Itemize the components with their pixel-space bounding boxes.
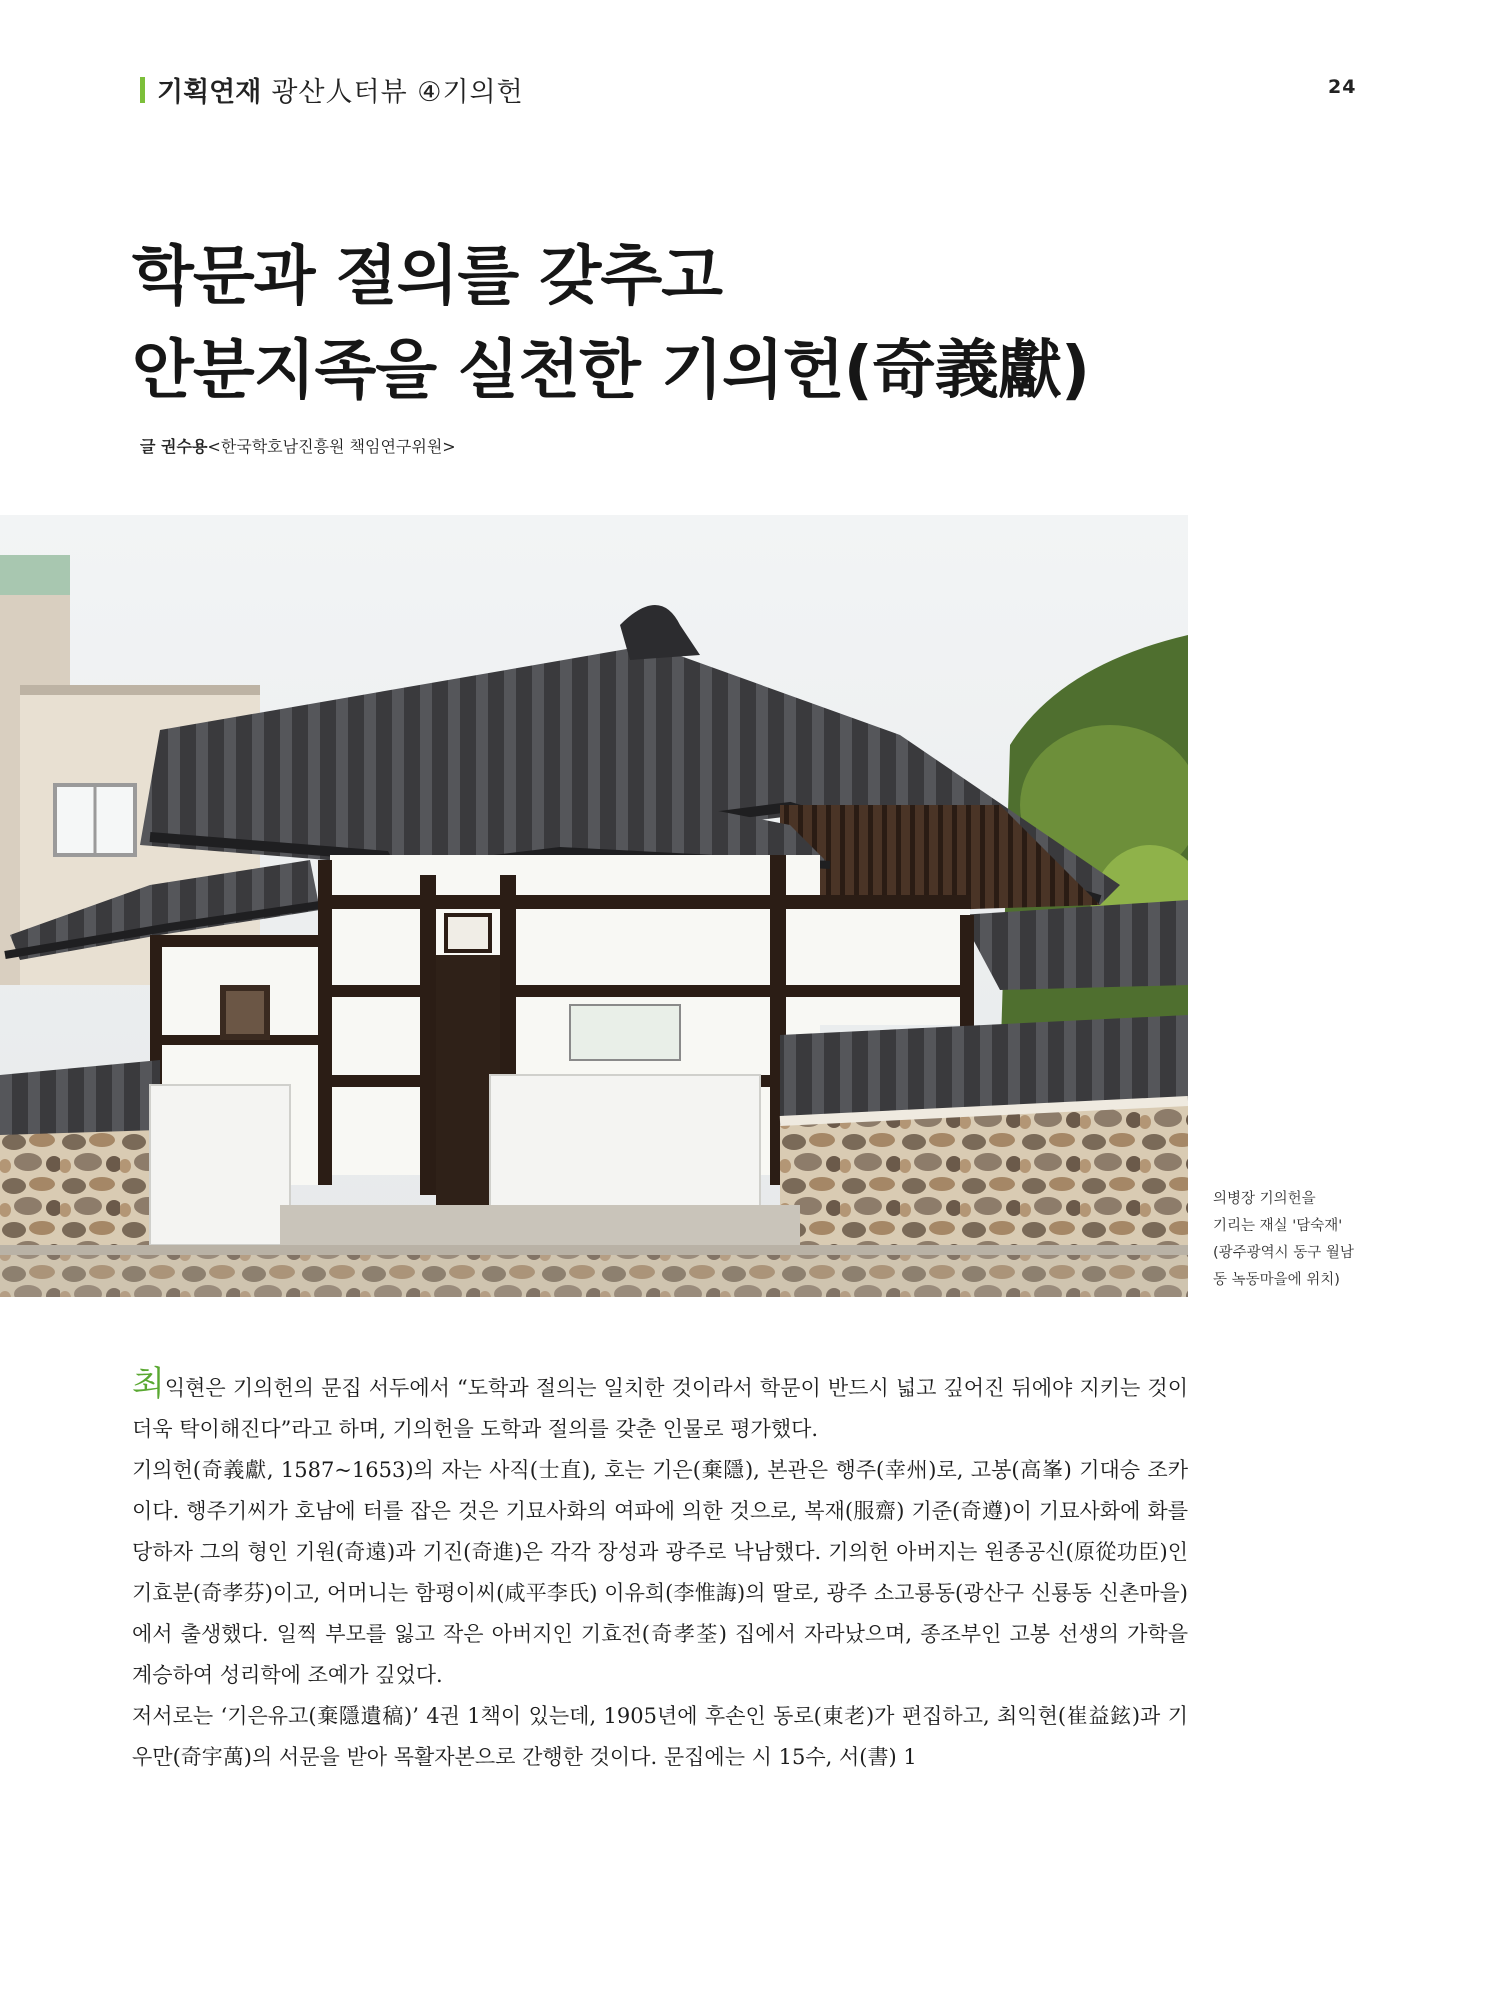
drop-cap: 최 [132, 1364, 165, 1404]
hanok-shrine-illustration [0, 515, 1188, 1297]
article-title [132, 230, 1089, 418]
page-number: 24 [1328, 76, 1357, 98]
running-header [140, 70, 524, 109]
body-paragraph-2: 기의헌(奇義獻, 1587~1653)의 자는 사직(士直), 호는 기은(棄隱), 본관은 행주(幸州)로, 고봉(高峯) 기대승 조카이다. 행주기씨가 호남에 터를 잡은 것은 기묘사화의 여파에 의한 것으로, 복재(服齋) 기준(奇遵)이 기묘사화에 화를 당하자 그의 형인 기원(奇遠)과 기진(奇進)은 각각 장성과 광주로 낙남했다. 기의헌 아버지는 원종공신(原從功臣)인 기효분(奇孝芬)이고, 어머니는 함평이씨(咸平李氏) 이유희(李惟誨)의 딸로, 광주 소고룡동(광산구 신룡동 신촌마을)에서 출생했다. 일찍 부모를 잃고 작은 아버지인 기효전(奇孝荃) 집에서 자라났으며, 종조부인 고봉 선생의 가학을 계승하여 성리학에 조예가 깊었다. [132, 1458, 1188, 1687]
byline [140, 434, 456, 457]
caption-line: 의병장 기의헌을 [1213, 1191, 1316, 1207]
series-subtitle: 광산人터뷰 ④기의헌 [271, 77, 524, 108]
caption-line: 기리는 재실 '담숙재' [1213, 1218, 1343, 1234]
body-paragraph-3: 저서로는 ‘기은유고(棄隱遺稿)’ 4권 1책이 있는데, 1905년에 후손인 동로(東老)가 편집하고, 최익현(崔益鉉)과 기우만(奇宇萬)의 서문을 받아 목활자본으로 간행한 것이다. 문집에는 시 15수, 서(書) 1 [132, 1704, 1188, 1769]
photo-caption [1213, 1186, 1373, 1294]
author-affiliation: <한국학호남진흥원 책임연구위원> [207, 437, 456, 456]
title-line-1: 학문과 절의를 갖추고 [132, 240, 722, 314]
paragraph-text: 익현은 기의헌의 문집 서두에서 “도학과 절의는 일치한 것이라서 학문이 반드시 넓고 깊어진 뒤에야 지키는 것이 더욱 탁이해진다”라고 하며, 기의헌을 도학과 절의를 갖춘 인물로 평가했다. [132, 1376, 1188, 1441]
caption-line: (광주광역시 동구 월남 [1213, 1245, 1354, 1261]
header-accent-bar [140, 77, 145, 103]
article-photo [0, 515, 1188, 1297]
title-line-2: 안분지족을 실천한 기의헌(奇義獻) [132, 334, 1090, 408]
article-body [132, 1364, 1188, 1778]
series-label: 기획연재 [157, 77, 262, 108]
author-label: 글 권수용 [140, 437, 208, 456]
caption-line: 동 녹동마을에 위치) [1213, 1272, 1340, 1288]
body-paragraph-1 [132, 1364, 1188, 1450]
